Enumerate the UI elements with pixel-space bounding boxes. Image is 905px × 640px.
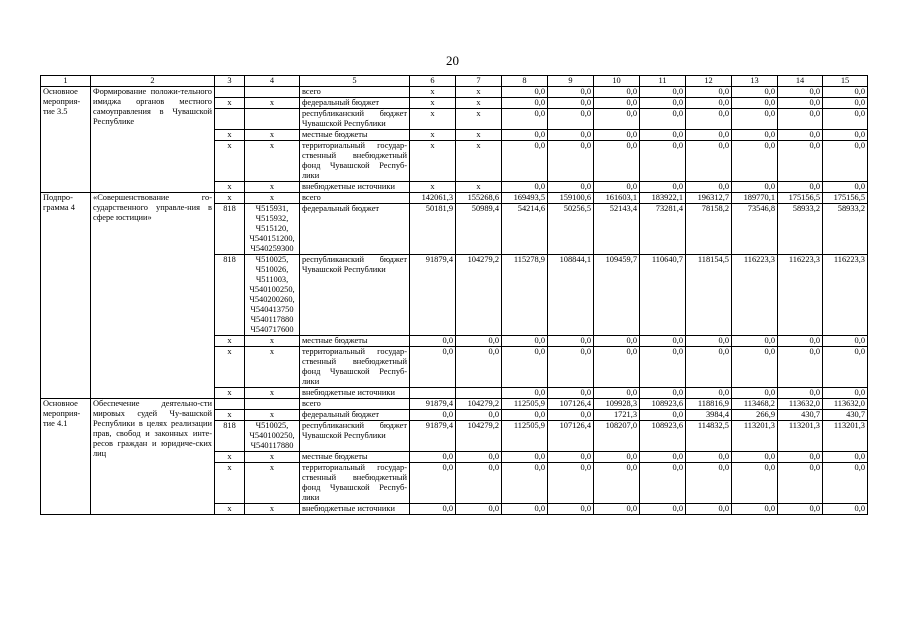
value-cell: 0,0 bbox=[778, 388, 823, 399]
value-cell: 0,0 bbox=[594, 182, 640, 193]
value-cell: 0,0 bbox=[686, 141, 732, 182]
value-cell: 0,0 bbox=[640, 98, 686, 109]
value-cell: 108844,1 bbox=[548, 255, 594, 336]
value-cell: 0,0 bbox=[502, 182, 548, 193]
funding-source-cell: республиканский бюджет Чувашской Республики bbox=[300, 421, 410, 452]
value-cell: 0,0 bbox=[594, 388, 640, 399]
value-cell: 0,0 bbox=[594, 452, 640, 463]
value-cell: 0,0 bbox=[778, 182, 823, 193]
value-cell: 91879,4 bbox=[410, 399, 456, 410]
value-cell: 50989,4 bbox=[456, 204, 502, 255]
value-cell: 113632,0 bbox=[823, 399, 868, 410]
value-cell: 266,9 bbox=[732, 410, 778, 421]
value-cell: 0,0 bbox=[640, 109, 686, 130]
value-cell: 0,0 bbox=[778, 504, 823, 515]
value-cell: 0,0 bbox=[732, 504, 778, 515]
funding-source-cell: республиканский бюджет Чувашской Республики bbox=[300, 109, 410, 130]
value-cell: 91879,4 bbox=[410, 421, 456, 452]
table-row bbox=[41, 87, 868, 98]
value-cell: 0,0 bbox=[778, 336, 823, 347]
value-cell: 108923,6 bbox=[640, 421, 686, 452]
value-cell: 0,0 bbox=[502, 87, 548, 98]
funding-source-cell: всего bbox=[300, 87, 410, 98]
value-cell: 159100,6 bbox=[548, 193, 594, 204]
column-header-15: 15 bbox=[823, 76, 868, 87]
budget-code-cell bbox=[245, 399, 300, 410]
value-cell: 189770,1 bbox=[732, 193, 778, 204]
budget-code-cell: Ч510025, Ч510026, Ч511003, Ч540100250, Ч540200260, Ч540413750 Ч540117880 Ч540717600 bbox=[245, 255, 300, 336]
value-cell: 0,0 bbox=[640, 336, 686, 347]
value-cell: x bbox=[456, 98, 502, 109]
budget-code-cell: Ч510025, Ч540100250, Ч540117880 bbox=[245, 421, 300, 452]
column-header-10: 10 bbox=[594, 76, 640, 87]
budget-code-cell: x bbox=[245, 452, 300, 463]
value-cell: 0,0 bbox=[732, 98, 778, 109]
column-header-8: 8 bbox=[502, 76, 548, 87]
funding-source-cell: территориальный государ-ственный внебюджетный фонд Чувашской Респуб-лики bbox=[300, 463, 410, 504]
value-cell: 0,0 bbox=[823, 130, 868, 141]
value-cell: 0,0 bbox=[548, 410, 594, 421]
value-cell: 0,0 bbox=[823, 504, 868, 515]
value-cell: 1721,3 bbox=[594, 410, 640, 421]
program-title-cell: «Совершенствование го-сударственного управле-ния в сфере юстиции» bbox=[91, 193, 215, 399]
value-cell: 0,0 bbox=[640, 87, 686, 98]
value-cell: 0,0 bbox=[456, 347, 502, 388]
funding-source-cell: территориальный государ-ственный внебюджетный фонд Чувашской Респуб-лики bbox=[300, 141, 410, 182]
funding-source-cell: всего bbox=[300, 399, 410, 410]
funding-source-cell: республиканский бюджет Чувашской Республики bbox=[300, 255, 410, 336]
value-cell: 114832,5 bbox=[686, 421, 732, 452]
value-cell: 0,0 bbox=[686, 463, 732, 504]
value-cell: 0,0 bbox=[548, 87, 594, 98]
column-header-6: 6 bbox=[410, 76, 456, 87]
funding-source-cell: федеральный бюджет bbox=[300, 204, 410, 255]
value-cell: 0,0 bbox=[594, 504, 640, 515]
value-cell: 108923,6 bbox=[640, 399, 686, 410]
value-cell: 108207,0 bbox=[594, 421, 640, 452]
budget-code-cell: x bbox=[245, 504, 300, 515]
column-header-9: 9 bbox=[548, 76, 594, 87]
column-header-11: 11 bbox=[640, 76, 686, 87]
value-cell: 0,0 bbox=[732, 388, 778, 399]
value-cell: x bbox=[456, 141, 502, 182]
value-cell: 0,0 bbox=[686, 87, 732, 98]
value-cell: 0,0 bbox=[640, 452, 686, 463]
value-cell: 0,0 bbox=[686, 98, 732, 109]
ministry-code-cell: x bbox=[215, 182, 245, 193]
ministry-code-cell: x bbox=[215, 336, 245, 347]
column-header-5: 5 bbox=[300, 76, 410, 87]
ministry-code-cell: x bbox=[215, 388, 245, 399]
value-cell: 54214,6 bbox=[502, 204, 548, 255]
ministry-code-cell: x bbox=[215, 410, 245, 421]
value-cell: 0,0 bbox=[456, 336, 502, 347]
funding-source-cell: местные бюджеты bbox=[300, 336, 410, 347]
value-cell: x bbox=[456, 87, 502, 98]
value-cell: 0,0 bbox=[778, 141, 823, 182]
column-header-3: 3 bbox=[215, 76, 245, 87]
value-cell: 0,0 bbox=[686, 182, 732, 193]
value-cell: 0,0 bbox=[502, 130, 548, 141]
value-cell: 0,0 bbox=[732, 109, 778, 130]
value-cell: 0,0 bbox=[732, 182, 778, 193]
value-cell: 196312,7 bbox=[686, 193, 732, 204]
value-cell: 0,0 bbox=[548, 109, 594, 130]
value-cell: 78158,2 bbox=[686, 204, 732, 255]
ministry-code-cell bbox=[215, 109, 245, 130]
budget-code-cell: x bbox=[245, 130, 300, 141]
value-cell: 430,7 bbox=[823, 410, 868, 421]
table-row bbox=[41, 193, 868, 204]
value-cell: 0,0 bbox=[548, 130, 594, 141]
value-cell: 3984,4 bbox=[686, 410, 732, 421]
ministry-code-cell: x bbox=[215, 463, 245, 504]
value-cell: 183922,1 bbox=[640, 193, 686, 204]
header-row bbox=[41, 76, 868, 87]
value-cell: 104279,2 bbox=[456, 255, 502, 336]
value-cell: 0,0 bbox=[502, 504, 548, 515]
value-cell: 0,0 bbox=[502, 141, 548, 182]
value-cell: 0,0 bbox=[502, 463, 548, 504]
program-code-cell: Основное мероприя-тие 4.1 bbox=[41, 399, 91, 515]
program-title-cell: Формирование положи-тельного имиджа органов местного самоуправления в Чувашской Республике bbox=[91, 87, 215, 193]
value-cell: 142061,3 bbox=[410, 193, 456, 204]
budget-code-cell: x bbox=[245, 410, 300, 421]
budget-code-cell: x bbox=[245, 463, 300, 504]
value-cell: 0,0 bbox=[732, 336, 778, 347]
budget-code-cell: x bbox=[245, 347, 300, 388]
value-cell: 0,0 bbox=[732, 347, 778, 388]
column-header-14: 14 bbox=[778, 76, 823, 87]
value-cell: 0,0 bbox=[823, 87, 868, 98]
value-cell: 116223,3 bbox=[732, 255, 778, 336]
value-cell: x bbox=[410, 182, 456, 193]
value-cell: 0,0 bbox=[410, 410, 456, 421]
value-cell: x bbox=[410, 87, 456, 98]
value-cell: x bbox=[456, 182, 502, 193]
value-cell: 0,0 bbox=[548, 388, 594, 399]
page-number: 20 bbox=[446, 53, 459, 68]
value-cell: 0,0 bbox=[410, 463, 456, 504]
value-cell: 0,0 bbox=[502, 98, 548, 109]
budget-code-cell bbox=[245, 87, 300, 98]
ministry-code-cell: x bbox=[215, 141, 245, 182]
value-cell: x bbox=[410, 130, 456, 141]
value-cell: 0,0 bbox=[640, 388, 686, 399]
value-cell: 0,0 bbox=[686, 130, 732, 141]
value-cell: 0,0 bbox=[548, 98, 594, 109]
value-cell: 0,0 bbox=[594, 347, 640, 388]
funding-source-cell: местные бюджеты bbox=[300, 130, 410, 141]
value-cell: 0,0 bbox=[640, 130, 686, 141]
funding-source-cell: всего bbox=[300, 193, 410, 204]
value-cell: 109928,3 bbox=[594, 399, 640, 410]
value-cell: 0,0 bbox=[502, 109, 548, 130]
value-cell: 0,0 bbox=[686, 336, 732, 347]
value-cell: 50181,9 bbox=[410, 204, 456, 255]
value-cell: 0,0 bbox=[823, 109, 868, 130]
value-cell: x bbox=[456, 109, 502, 130]
column-header-12: 12 bbox=[686, 76, 732, 87]
value-cell: 0,0 bbox=[823, 182, 868, 193]
value-cell: 0,0 bbox=[640, 410, 686, 421]
value-cell: 0,0 bbox=[823, 141, 868, 182]
value-cell: 104279,2 bbox=[456, 399, 502, 410]
value-cell: 0,0 bbox=[732, 463, 778, 504]
value-cell: 116223,3 bbox=[778, 255, 823, 336]
value-cell: 0,0 bbox=[686, 504, 732, 515]
value-cell: 0,0 bbox=[548, 336, 594, 347]
budget-code-cell: Ч515931, Ч515932, Ч515120, Ч540151200, Ч540259300 bbox=[245, 204, 300, 255]
value-cell: 0,0 bbox=[732, 130, 778, 141]
value-cell: 0,0 bbox=[502, 452, 548, 463]
value-cell: 113201,3 bbox=[823, 421, 868, 452]
budget-code-cell: x bbox=[245, 388, 300, 399]
value-cell: 0,0 bbox=[640, 141, 686, 182]
table-row bbox=[41, 399, 868, 410]
program-code-cell: Основное мероприя-тие 3.5 bbox=[41, 87, 91, 193]
ministry-code-cell: x bbox=[215, 452, 245, 463]
value-cell: 58933,2 bbox=[778, 204, 823, 255]
budget-code-cell: x bbox=[245, 336, 300, 347]
ministry-code-cell bbox=[215, 399, 245, 410]
program-title-cell: Обеспечение деятельно-сти мировых судей Чу-вашской Республики в целях реализации прав, свобод и законных инте-ресов граждан и юридиче-ских лиц bbox=[91, 399, 215, 515]
value-cell: 107126,4 bbox=[548, 421, 594, 452]
value-cell: 0,0 bbox=[732, 87, 778, 98]
value-cell: 0,0 bbox=[778, 87, 823, 98]
value-cell: 52143,4 bbox=[594, 204, 640, 255]
budget-code-cell: x bbox=[245, 193, 300, 204]
value-cell: 0,0 bbox=[732, 452, 778, 463]
value-cell: 0,0 bbox=[456, 504, 502, 515]
value-cell: x bbox=[410, 141, 456, 182]
value-cell: 113201,3 bbox=[778, 421, 823, 452]
value-cell: 175156,5 bbox=[823, 193, 868, 204]
program-code-cell: Подпро-грамма 4 bbox=[41, 193, 91, 399]
value-cell: x bbox=[410, 109, 456, 130]
value-cell: 0,0 bbox=[502, 336, 548, 347]
column-header-1: 1 bbox=[41, 76, 91, 87]
value-cell: 116223,3 bbox=[823, 255, 868, 336]
value-cell bbox=[456, 388, 502, 399]
value-cell: 0,0 bbox=[778, 98, 823, 109]
value-cell: 0,0 bbox=[686, 109, 732, 130]
value-cell: 0,0 bbox=[686, 388, 732, 399]
value-cell: 0,0 bbox=[640, 463, 686, 504]
value-cell: 169493,5 bbox=[502, 193, 548, 204]
value-cell: 0,0 bbox=[594, 463, 640, 504]
value-cell: 0,0 bbox=[594, 109, 640, 130]
value-cell: 175156,5 bbox=[778, 193, 823, 204]
funding-source-cell: внебюджетные источники bbox=[300, 182, 410, 193]
value-cell: 0,0 bbox=[410, 504, 456, 515]
value-cell: 0,0 bbox=[640, 182, 686, 193]
funding-source-cell: внебюджетные источники bbox=[300, 504, 410, 515]
value-cell: 0,0 bbox=[778, 463, 823, 504]
ministry-code-cell: x bbox=[215, 130, 245, 141]
funding-source-cell: федеральный бюджет bbox=[300, 410, 410, 421]
ministry-code-cell: 818 bbox=[215, 421, 245, 452]
ministry-code-cell: x bbox=[215, 193, 245, 204]
value-cell: 0,0 bbox=[823, 463, 868, 504]
value-cell: 110640,7 bbox=[640, 255, 686, 336]
value-cell: 0,0 bbox=[823, 452, 868, 463]
value-cell: 118154,5 bbox=[686, 255, 732, 336]
value-cell: 0,0 bbox=[823, 347, 868, 388]
value-cell: 0,0 bbox=[456, 410, 502, 421]
column-header-7: 7 bbox=[456, 76, 502, 87]
value-cell: 113632,0 bbox=[778, 399, 823, 410]
budget-code-cell: x bbox=[245, 141, 300, 182]
value-cell: 0,0 bbox=[594, 98, 640, 109]
value-cell: 0,0 bbox=[548, 141, 594, 182]
value-cell: 0,0 bbox=[456, 463, 502, 504]
value-cell: 155268,6 bbox=[456, 193, 502, 204]
value-cell: 112505,9 bbox=[502, 421, 548, 452]
value-cell: 0,0 bbox=[686, 347, 732, 388]
value-cell: 0,0 bbox=[823, 388, 868, 399]
value-cell: 112505,9 bbox=[502, 399, 548, 410]
ministry-code-cell: x bbox=[215, 98, 245, 109]
value-cell: 107126,4 bbox=[548, 399, 594, 410]
value-cell: 109459,7 bbox=[594, 255, 640, 336]
value-cell: 430,7 bbox=[778, 410, 823, 421]
funding-source-cell: местные бюджеты bbox=[300, 452, 410, 463]
ministry-code-cell: 818 bbox=[215, 255, 245, 336]
value-cell: 0,0 bbox=[548, 182, 594, 193]
funding-source-cell: территориальный государ-ственный внебюджетный фонд Чувашской Респуб-лики bbox=[300, 347, 410, 388]
ministry-code-cell: x bbox=[215, 347, 245, 388]
value-cell: 0,0 bbox=[594, 141, 640, 182]
ministry-code-cell: 818 bbox=[215, 204, 245, 255]
value-cell: 0,0 bbox=[548, 452, 594, 463]
value-cell: 0,0 bbox=[686, 452, 732, 463]
value-cell: 161603,1 bbox=[594, 193, 640, 204]
value-cell: 0,0 bbox=[456, 452, 502, 463]
value-cell: 0,0 bbox=[823, 336, 868, 347]
value-cell: 0,0 bbox=[778, 130, 823, 141]
value-cell: 0,0 bbox=[823, 98, 868, 109]
value-cell: 73546,8 bbox=[732, 204, 778, 255]
value-cell: 0,0 bbox=[548, 463, 594, 504]
value-cell: 0,0 bbox=[778, 347, 823, 388]
value-cell: 0,0 bbox=[502, 347, 548, 388]
value-cell: 113201,3 bbox=[732, 421, 778, 452]
value-cell: 0,0 bbox=[640, 347, 686, 388]
value-cell bbox=[410, 388, 456, 399]
budget-code-cell: x bbox=[245, 98, 300, 109]
ministry-code-cell bbox=[215, 87, 245, 98]
value-cell: 0,0 bbox=[410, 347, 456, 388]
value-cell: x bbox=[456, 130, 502, 141]
value-cell: 0,0 bbox=[410, 452, 456, 463]
value-cell: 91879,4 bbox=[410, 255, 456, 336]
budget-code-cell bbox=[245, 109, 300, 130]
value-cell: 0,0 bbox=[548, 504, 594, 515]
funding-source-cell: федеральный бюджет bbox=[300, 98, 410, 109]
column-header-13: 13 bbox=[732, 76, 778, 87]
value-cell: 104279,2 bbox=[456, 421, 502, 452]
value-cell: 0,0 bbox=[594, 87, 640, 98]
value-cell: 115278,9 bbox=[502, 255, 548, 336]
value-cell: 0,0 bbox=[640, 504, 686, 515]
budget-code-cell: x bbox=[245, 182, 300, 193]
value-cell: 118816,9 bbox=[686, 399, 732, 410]
budget-table bbox=[40, 75, 868, 515]
value-cell: 0,0 bbox=[594, 336, 640, 347]
value-cell: 0,0 bbox=[778, 109, 823, 130]
column-header-4: 4 bbox=[245, 76, 300, 87]
value-cell: 0,0 bbox=[410, 336, 456, 347]
value-cell: 0,0 bbox=[502, 410, 548, 421]
ministry-code-cell: x bbox=[215, 504, 245, 515]
value-cell: 73281,4 bbox=[640, 204, 686, 255]
value-cell: 0,0 bbox=[502, 388, 548, 399]
column-header-2: 2 bbox=[91, 76, 215, 87]
value-cell: 0,0 bbox=[548, 347, 594, 388]
value-cell: 113468,2 bbox=[732, 399, 778, 410]
value-cell: 0,0 bbox=[778, 452, 823, 463]
value-cell: 58933,2 bbox=[823, 204, 868, 255]
value-cell: 0,0 bbox=[732, 141, 778, 182]
value-cell: 0,0 bbox=[594, 130, 640, 141]
value-cell: 50256,5 bbox=[548, 204, 594, 255]
value-cell: x bbox=[410, 98, 456, 109]
funding-source-cell: внебюджетные источники bbox=[300, 388, 410, 399]
